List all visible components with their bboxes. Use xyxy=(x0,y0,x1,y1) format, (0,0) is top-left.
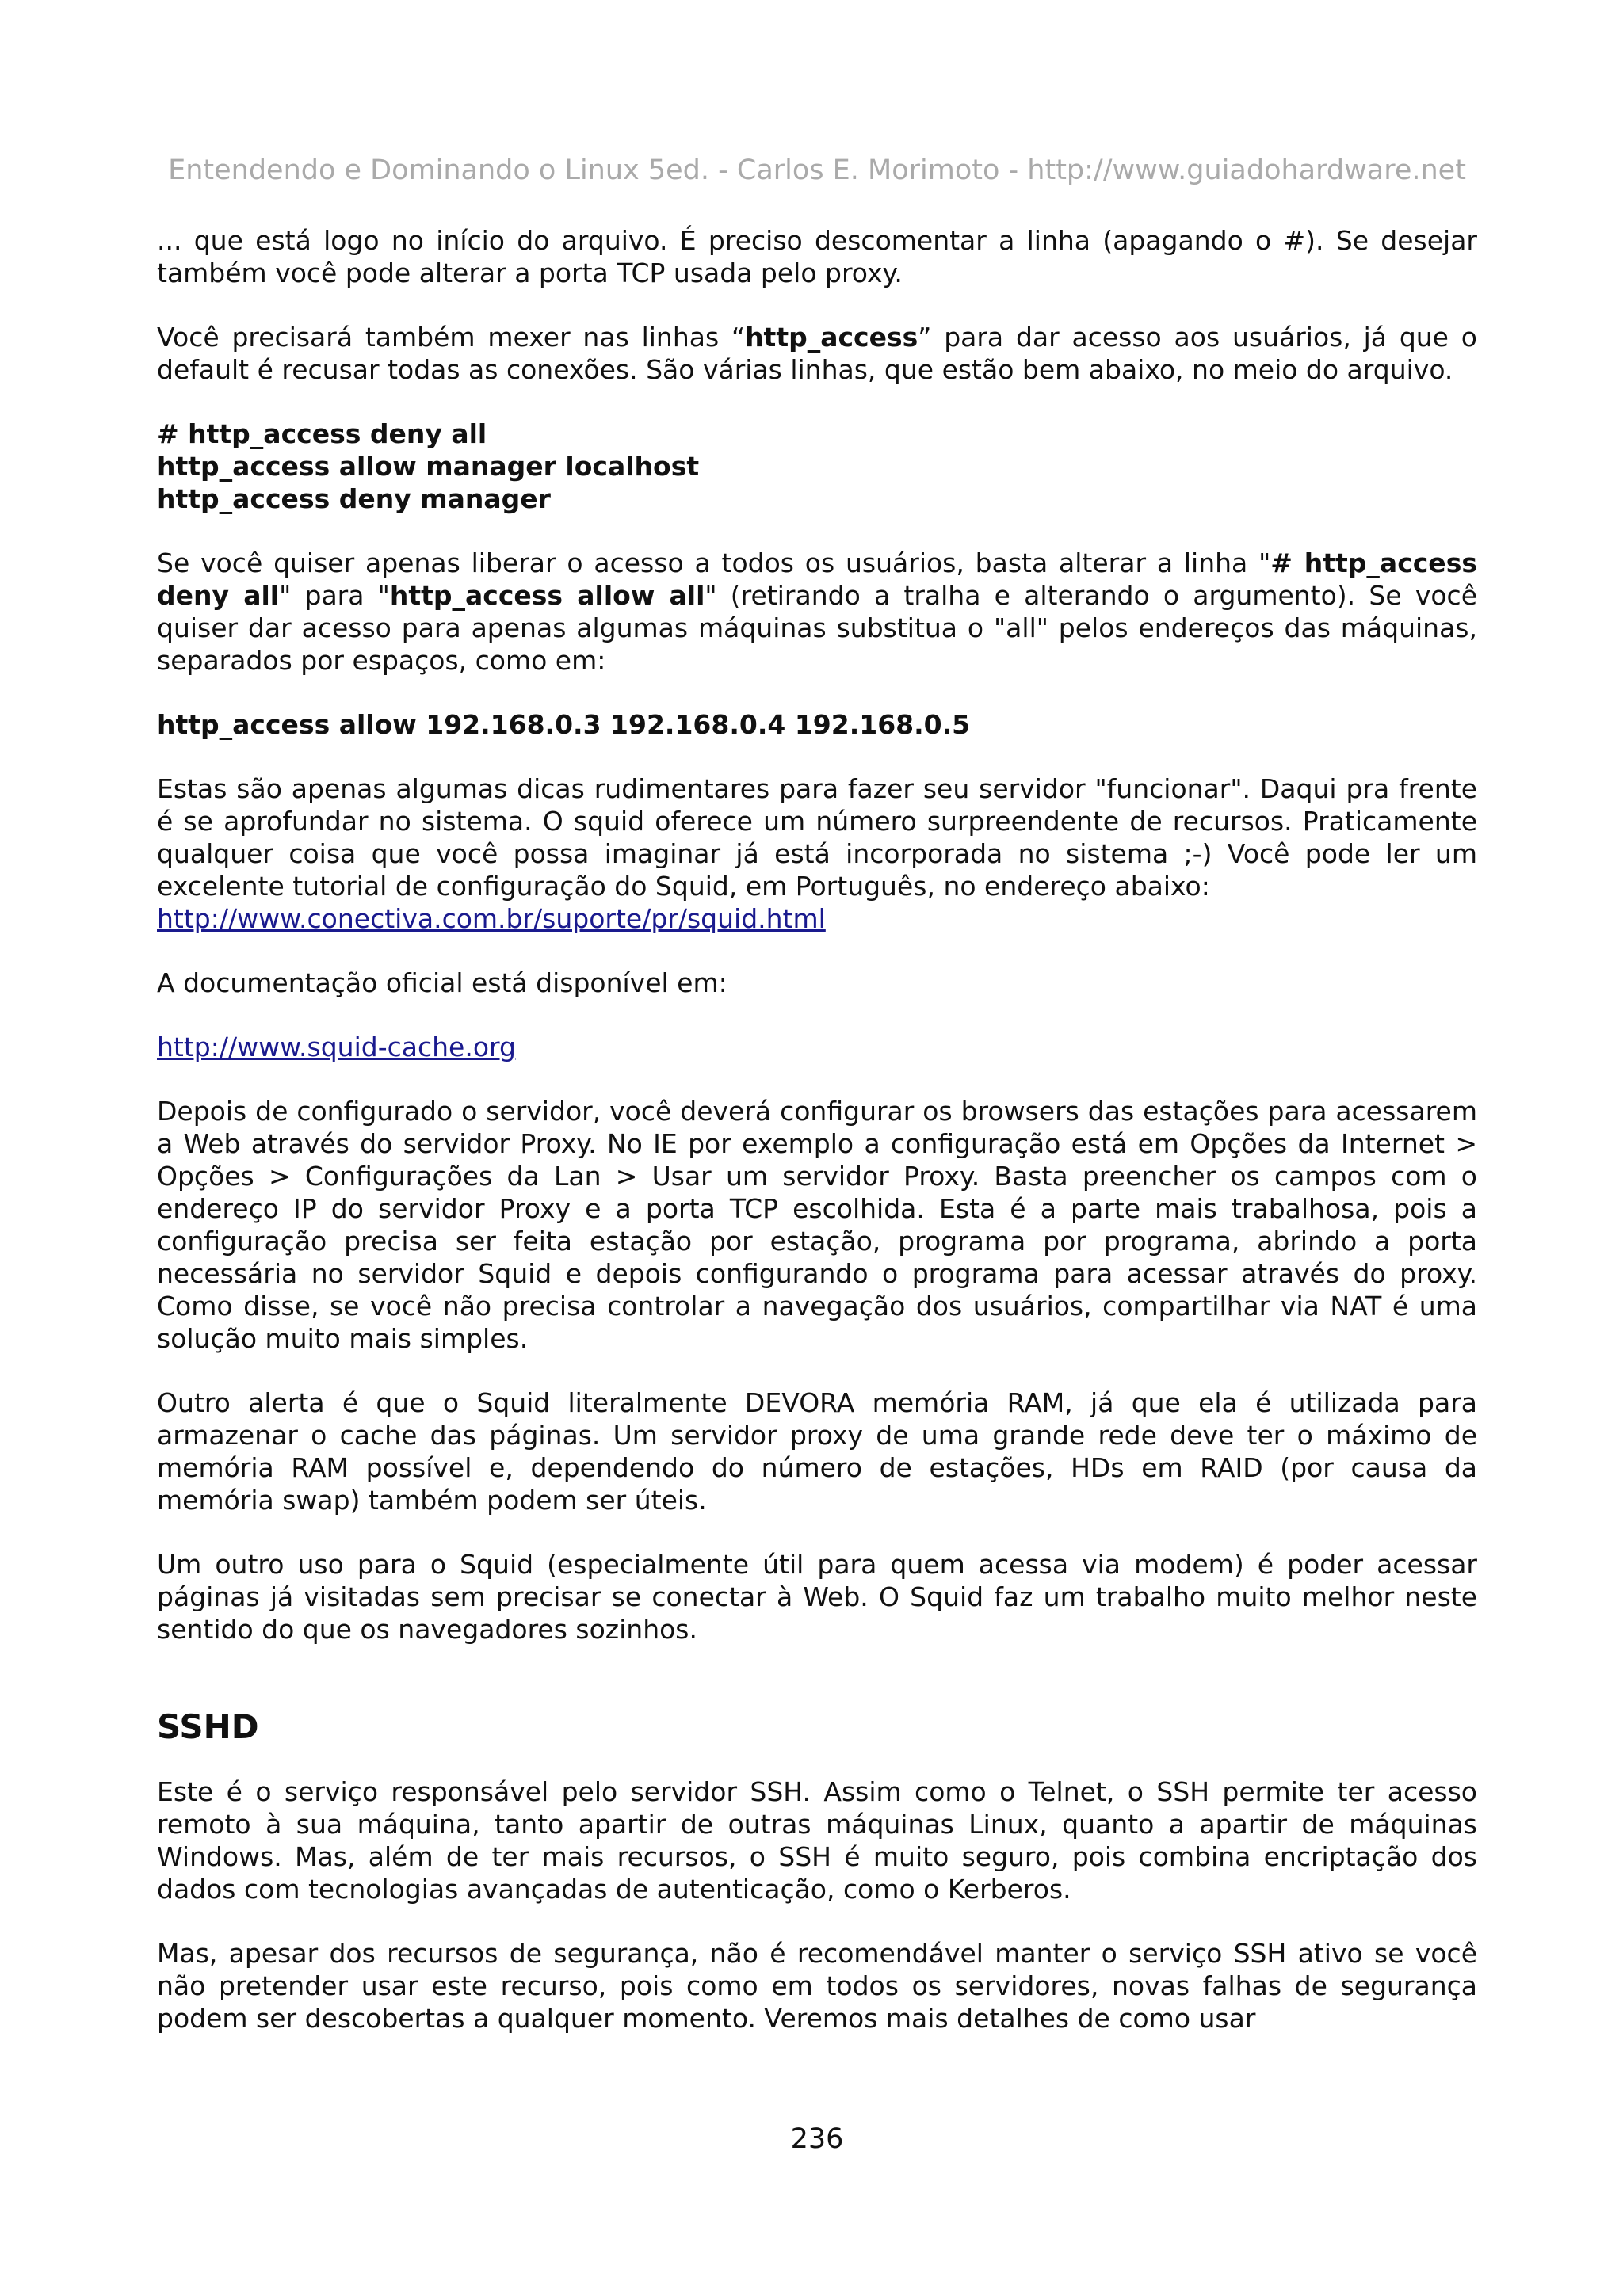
page-body xyxy=(157,224,1477,2066)
running-header: Entendendo e Dominando o Linux 5ed. - Carlos E. Morimoto - http://www.guiadohardware.net xyxy=(168,154,1466,186)
paragraph-memoria-ram: Outro alerta é que o Squid literalmente DEVORA memória RAM, já que ela é utilizada para armazenar o cache das páginas. Um servidor proxy de uma grande rede deve ter o máximo de memória RAM possível e, dependendo do número de estações, HDs em RAID (por causa da memória swap) também podem ser úteis. xyxy=(157,1387,1477,1516)
text-segment: Você precisará também mexer nas linhas “ xyxy=(157,322,746,353)
link-line xyxy=(157,1031,1477,1063)
link-conectiva-squid[interactable]: http://www.conectiva.com.br/suporte/pr/squid.html xyxy=(157,903,826,934)
text-segment: " (retirando a tralha e alterando o argumento). Se você quiser dar acesso para apenas algumas máquinas substitua o "all" pelos endereços das máquinas, separados por espaços, como em: xyxy=(157,580,1478,676)
code-line: http_access allow manager localhost xyxy=(157,451,700,482)
config-code-line: http_access allow 192.168.0.3 192.168.0.4 192.168.0.5 xyxy=(157,709,971,740)
paragraph-intro: ... que está logo no início do arquivo. É preciso descomentar a linha (apagando o #). Se desejar também você pode alterar a porta TCP usada pelo proxy. xyxy=(157,225,1477,288)
bold-term: # http_access deny all xyxy=(157,547,1477,611)
paragraph-sshd-servico: Este é o serviço responsável pelo servidor SSH. Assim como o Telnet, o SSH permite ter acesso remoto à sua máquina, tanto apartir de outras máquinas Linux, quanto a apartir de máquinas Windows. Mas, além de ter mais recursos, o SSH é muito seguro, pois combina encriptação dos dados com tecnologias avançadas de autenticação, como o Kerberos. xyxy=(157,1776,1477,1905)
bold-term: http_access allow all xyxy=(389,580,705,611)
code-line: http_access deny manager xyxy=(157,483,551,514)
paragraph-liberar-acesso xyxy=(157,547,1477,677)
link-squid-cache[interactable]: http://www.squid-cache.org xyxy=(157,1032,516,1062)
paragraph-configurar-browsers: Depois de configurado o servidor, você deverá configurar os browsers das estações para acessarem a Web através do servidor Proxy. No IE por exemplo a configuração está em Opções da Internet > Opções > Configurações da Lan > Usar um servidor Proxy. Basta preencher os campos com o endereço IP do servidor Proxy e a porta TCP escolhida. Esta é a parte mais trabalhosa, pois a configuração precisa ser feita estação por estação, programa por programa, abrindo a porta necessária no servidor Squid e depois configurando o programa para acessar através do proxy. Como disse, se você não precisa controlar a navegação dos usuários, compartilhar via NAT é uma solução muito mais simples. xyxy=(157,1096,1477,1354)
code-line: # http_access deny all xyxy=(157,418,487,449)
paragraph-dicas xyxy=(157,772,1477,935)
paragraph-http-access xyxy=(157,321,1477,386)
paragraph-sshd-seguranca: Mas, apesar dos recursos de segurança, não é recomendável manter o serviço SSH ativo se você não pretender usar este recurso, pois como em todos os servidores, novas falhas de segurança podem ser descobertas a qualquer momento. Veremos mais detalhes de como usar xyxy=(157,1938,1477,2034)
config-code-block xyxy=(157,418,1477,515)
text-segment: " para " xyxy=(279,580,390,611)
text-segment: ” para dar acesso aos usuários, já que o default é recusar todas as conexões. São várias linhas, que estão bem abaixo, no meio do arquivo. xyxy=(157,322,1477,385)
bold-term: http_access xyxy=(745,322,918,353)
text-segment: Se você quiser apenas liberar o acesso a todos os usuários, basta alterar a linha " xyxy=(157,547,1271,578)
page-number: 236 xyxy=(790,2123,844,2155)
paragraph-outro-uso: Um outro uso para o Squid (especialmente útil para quem acessa via modem) é poder acessar páginas já visitadas sem precisar se conectar à Web. O Squid faz um trabalho muito melhor neste sentido do que os navegadores sozinhos. xyxy=(157,1549,1477,1645)
section-heading-sshd: SSHD xyxy=(157,1707,259,1746)
text-segment: Estas são apenas algumas dicas rudimentares para fazer seu servidor "funcionar". Daqui pra frente é se aprofundar no sistema. O squid oferece um número surpreendente de recursos. Praticamente qualquer coisa que você possa imaginar já está incorporada no sistema ;-) Você pode ler um excelente tutorial de configuração do Squid, em Português, no endereço abaixo: xyxy=(157,773,1477,902)
document-page xyxy=(157,0,1477,2296)
paragraph-documentacao: A documentação oficial está disponível em: xyxy=(157,967,727,998)
